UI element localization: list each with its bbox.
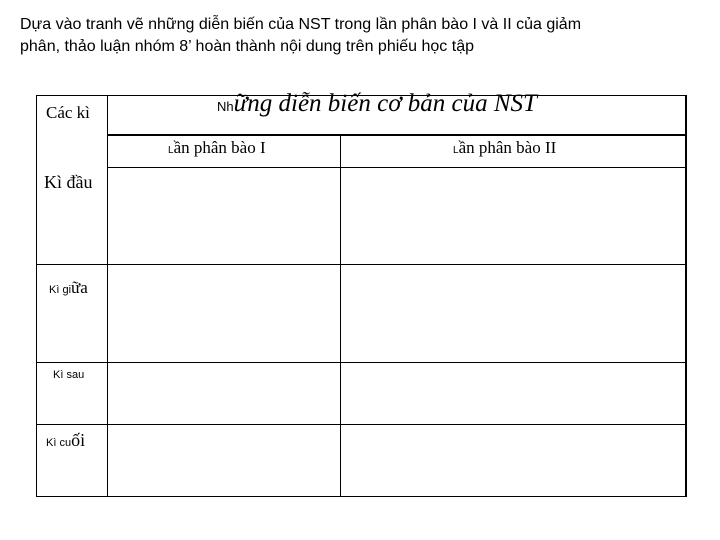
answer-cell-telophase-division-1[interactable] [108, 425, 340, 496]
answer-cell-metaphase-division-1[interactable] [108, 265, 340, 362]
answer-cell-anaphase-division-2[interactable] [341, 363, 685, 424]
stage-label-telophase: Kì cuối [46, 430, 86, 450]
stage-label-anaphase: Kì sau [53, 369, 85, 381]
stage-label-metaphase: Kì giữa [49, 278, 88, 297]
answer-cell-anaphase-division-1[interactable] [108, 363, 340, 424]
answer-cell-prophase-division-2[interactable] [341, 168, 685, 264]
main-header: Những diễn biến cơ bản của NST [217, 90, 537, 117]
table-border-left [36, 95, 37, 497]
division-2-header: Lần phân bào II [453, 138, 557, 157]
stage-header: Các kì [46, 103, 90, 122]
answer-cell-telophase-division-2[interactable] [341, 425, 685, 496]
table-border-bottom [36, 496, 686, 497]
stage-label-prophase: Kì đầu [44, 172, 93, 192]
instruction-line-2: phân, thảo luận nhóm 8’ hoàn thành nội dung trên phiếu học tập [20, 38, 474, 55]
instruction-line-1: Dựa vào tranh vẽ những diễn biến của NST trong lần phân bào I và II của giảm [20, 16, 582, 33]
answer-cell-prophase-division-1[interactable] [108, 168, 340, 264]
table-border-right [685, 95, 687, 497]
answer-cell-metaphase-division-2[interactable] [341, 265, 685, 362]
header-box-bottom [107, 134, 686, 136]
division-1-header: Lần phân bào I [168, 138, 266, 157]
